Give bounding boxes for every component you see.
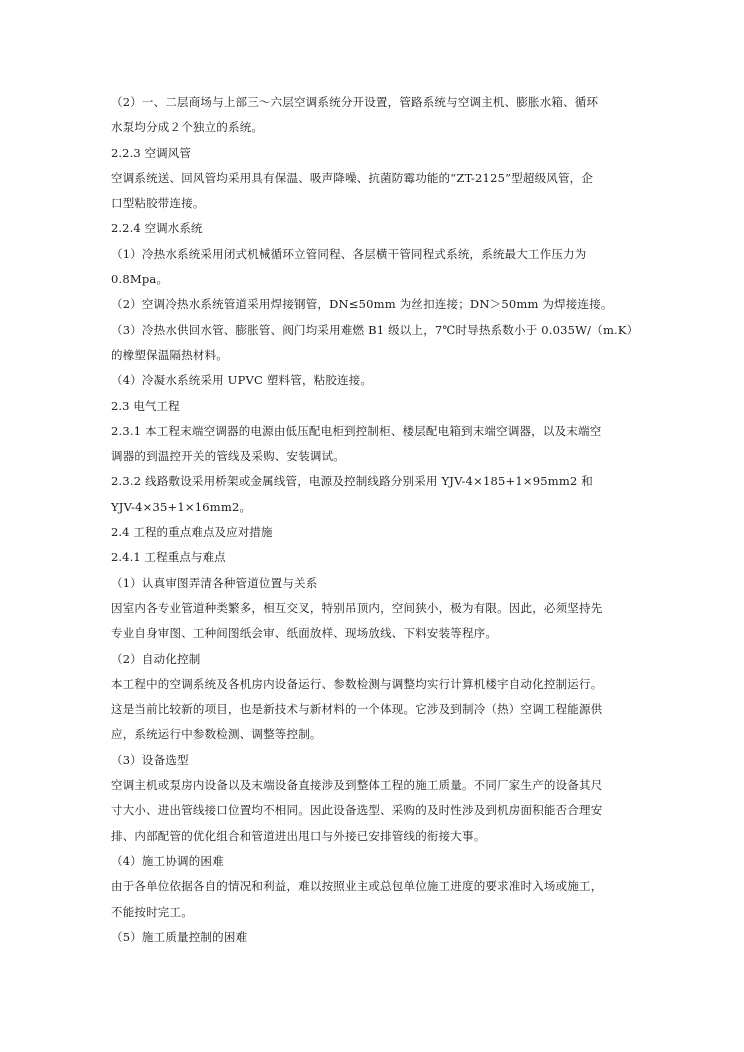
- section-heading: 2.4.1 工程重点与难点: [111, 550, 226, 565]
- paragraph-line: （4）冷凝水系统采用 UPVC 塑料管，粘胶连接。: [111, 373, 373, 388]
- paragraph-line: （2）自动化控制: [111, 651, 201, 666]
- paragraph-line: 口型粘胶带连接。: [111, 196, 205, 211]
- section-heading: 2.3 电气工程: [111, 398, 180, 413]
- paragraph-line: （3）设备选型: [111, 752, 189, 767]
- paragraph-line: 不能按时完工。: [111, 904, 193, 919]
- paragraph-line: 本工程中的空调系统及各机房内设备运行、参数检测与调整均实行计算机楼宇自动化控制运行。: [111, 676, 603, 691]
- paragraph-line: （1）认真审图弄清各种管道位置与关系: [111, 575, 318, 590]
- paragraph-line: 寸大小、进出管线接口位置均不相同。因此设备选型、采购的及时性涉及到机房面积能否合理安: [111, 803, 603, 818]
- paragraph-line: 排、内部配管的优化组合和管道进出甩口与外接已安排管线的衔接大事。: [111, 828, 486, 843]
- paragraph-line: （4）施工协调的困难: [111, 853, 224, 868]
- section-heading: 2.2.4 空调水系统: [111, 221, 203, 236]
- paragraph-line: 空调系统送、回风管均采用具有保温、吸声降噪、抗菌防霉功能的“ZT-2125”型超级风管，企: [111, 170, 594, 185]
- paragraph-line: 2.3.1 本工程末端空调器的电源由低压配电柜到控制柜、楼层配电箱到末端空调器，以及末端空: [111, 423, 602, 438]
- paragraph-line: 的橡塑保温隔热材料。: [111, 347, 228, 362]
- paragraph-line: 这是当前比较新的项目，也是新技术与新材料的一个体现。它涉及到制冷（热）空调工程能源供: [111, 702, 603, 717]
- paragraph-line: 由于各单位依据各自的情况和利益，难以按照业主或总包单位施工进度的要求准时入场或施工，: [111, 879, 603, 894]
- section-heading: 2.2.3 空调风管: [111, 145, 191, 160]
- paragraph-line: 0.8Mpa。: [111, 272, 169, 287]
- paragraph-line: 应，系统运行中参数检测、调整等控制。: [111, 727, 322, 742]
- paragraph-line: 专业自身审图、工种间图纸会审、纸面放样、现场放线、下料安装等程序。: [111, 626, 498, 641]
- paragraph-line: 因室内各专业管道种类繁多，相互交叉，特别吊顶内，空间狭小，极为有限。因此，必须坚持先: [111, 600, 603, 615]
- paragraph-line: （2）一、二层商场与上部三～六层空调系统分开设置，管路系统与空调主机、膨胀水箱、循环: [111, 95, 599, 109]
- paragraph-line: 调器的到温控开关的管线及采购、安装调试。: [111, 449, 345, 464]
- paragraph-line: YJV-4×35+1×16mm2。: [111, 499, 252, 514]
- section-heading: 2.4 工程的重点难点及应对措施: [111, 525, 273, 540]
- paragraph-line: 2.3.2 线路敷设采用桥架或金属线管，电源及控制线路分别采用 YJV-4×185+1×95mm2 和: [111, 474, 594, 489]
- paragraph-line: （2）空调冷热水系统管道采用焊接钢管，DN≤50mm 为丝扣连接；DN＞50mm 为焊接连接。: [111, 297, 613, 312]
- paragraph-line: （5）施工质量控制的困难: [111, 929, 248, 944]
- paragraph-line: （3）冷热水供回水管、膨胀管、阀门均采用难燃 B1 级以上，7℃时导热系数小于 0.035W/（m.K）: [111, 322, 639, 337]
- paragraph-line: （1）冷热水系统采用闭式机械循环立管同程、各层横干管同程式系统，系统最大工作压力为: [111, 246, 587, 261]
- paragraph-line: 水泵均分成２个独立的系统。: [111, 120, 264, 135]
- document-body: [111, 90, 651, 950]
- paragraph-line: 空调主机或泵房内设备以及末端设备直接涉及到整体工程的施工质量。不同厂家生产的设备其尺: [111, 778, 603, 793]
